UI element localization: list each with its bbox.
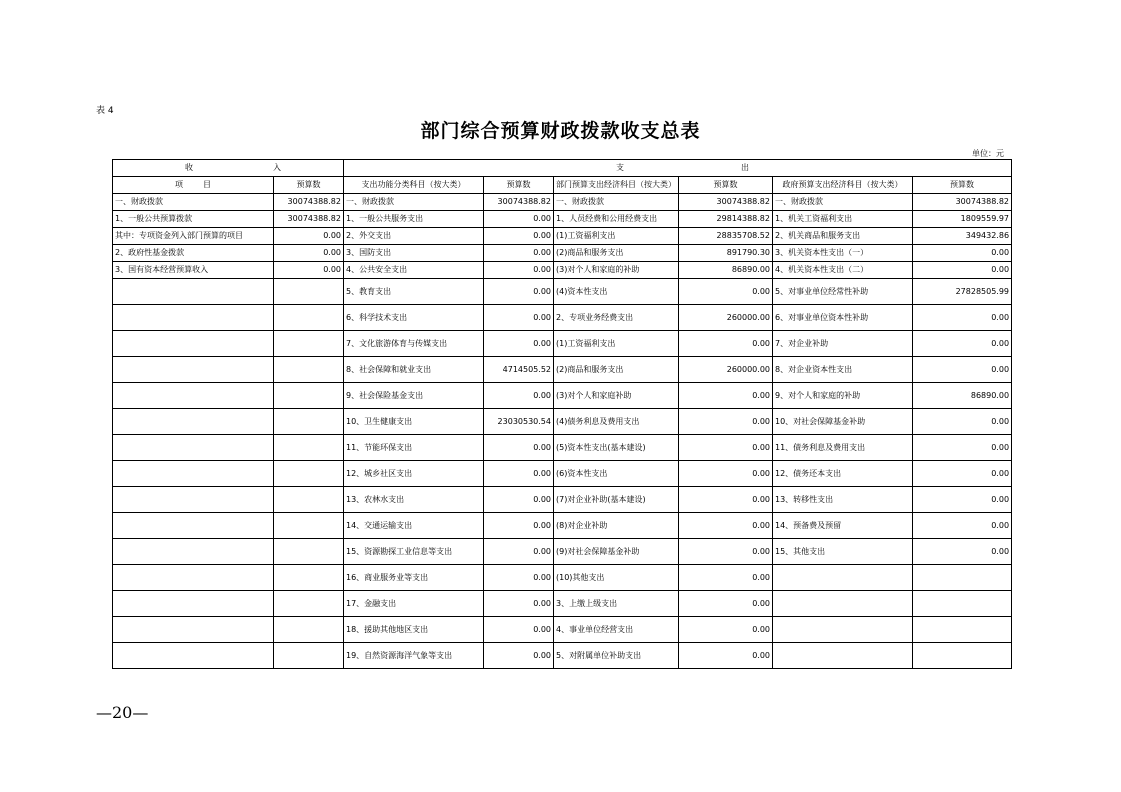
- func-amount-cell: 0.00: [484, 617, 554, 643]
- func-amount-cell: 0.00: [484, 435, 554, 461]
- dept-econ-item-cell: 一、财政拨款: [554, 194, 679, 211]
- header-row-columns: [113, 177, 1012, 194]
- gov-econ-item-cell: 3、机关资本性支出（一）: [773, 245, 913, 262]
- dept-econ-item-cell: 3、上缴上级支出: [554, 591, 679, 617]
- income-item-cell: [113, 617, 274, 643]
- income-item-cell: [113, 461, 274, 487]
- dept-econ-item-cell: (1)工资福利支出: [554, 331, 679, 357]
- income-item-cell: [113, 305, 274, 331]
- gov-econ-amount-cell: 0.00: [913, 513, 1012, 539]
- gov-econ-amount-cell: 0.00: [913, 539, 1012, 565]
- budget-table: [112, 159, 1012, 669]
- income-amount-cell: 0.00: [274, 262, 344, 279]
- income-amount-cell: [274, 357, 344, 383]
- dept-econ-amount-cell: 0.00: [679, 591, 773, 617]
- dept-econ-item-cell: 2、专项业务经费支出: [554, 305, 679, 331]
- dept-econ-amount-cell: 0.00: [679, 409, 773, 435]
- gov-econ-item-cell: 一、财政拨款: [773, 194, 913, 211]
- income-amount-cell: [274, 279, 344, 305]
- gov-econ-item-cell: [773, 591, 913, 617]
- income-item-cell: [113, 513, 274, 539]
- income-amount-cell: [274, 383, 344, 409]
- gov-econ-amount-cell: 349432.86: [913, 228, 1012, 245]
- gov-econ-amount-cell: [913, 591, 1012, 617]
- table-row: [113, 461, 1012, 487]
- func-class-header: 支出功能分类科目（按大类）: [344, 177, 484, 194]
- dept-econ-amount-cell: 0.00: [679, 513, 773, 539]
- func-item-cell: 18、援助其他地区支出: [344, 617, 484, 643]
- table-row: [113, 565, 1012, 591]
- gov-econ-amount-cell: 0.00: [913, 245, 1012, 262]
- income-item-cell: 3、国有资本经营预算收入: [113, 262, 274, 279]
- income-amount-cell: [274, 435, 344, 461]
- table-row: [113, 305, 1012, 331]
- dept-econ-item-cell: 4、事业单位经营支出: [554, 617, 679, 643]
- dept-econ-item-cell: (4)债务利息及费用支出: [554, 409, 679, 435]
- dept-econ-amount-cell: 0.00: [679, 643, 773, 669]
- dept-econ-amount-cell: 0.00: [679, 617, 773, 643]
- dept-econ-amount-cell: 0.00: [679, 461, 773, 487]
- income-item-cell: [113, 565, 274, 591]
- expense-header: 支 出: [344, 160, 1012, 177]
- gov-econ-amount-cell: 86890.00: [913, 383, 1012, 409]
- func-item-cell: 4、公共安全支出: [344, 262, 484, 279]
- gov-econ-item-cell: [773, 617, 913, 643]
- func-item-cell: 1、一般公共服务支出: [344, 211, 484, 228]
- dept-econ-amount-cell: 260000.00: [679, 357, 773, 383]
- income-item-cell: [113, 643, 274, 669]
- income-amount-cell: [274, 331, 344, 357]
- page-number: —20—: [96, 703, 149, 722]
- unit-label: 单位：元: [972, 149, 1004, 158]
- gov-econ-item-cell: 15、其他支出: [773, 539, 913, 565]
- income-item-cell: [113, 279, 274, 305]
- dept-econ-item-cell: (3)对个人和家庭补助: [554, 383, 679, 409]
- gov-econ-amount-cell: 0.00: [913, 487, 1012, 513]
- dept-econ-item-cell: (4)资本性支出: [554, 279, 679, 305]
- income-header: 收 入: [113, 160, 344, 177]
- gov-econ-amount-cell: 0.00: [913, 331, 1012, 357]
- gov-econ-item-cell: 10、对社会保障基金补助: [773, 409, 913, 435]
- income-amount-cell: [274, 565, 344, 591]
- func-item-cell: 6、科学技术支出: [344, 305, 484, 331]
- income-amount-cell: [274, 305, 344, 331]
- dept-econ-amount-cell: 86890.00: [679, 262, 773, 279]
- dept-econ-amount-cell: 0.00: [679, 565, 773, 591]
- func-amount-cell: 0.00: [484, 305, 554, 331]
- gov-econ-amount-cell: [913, 565, 1012, 591]
- gov-econ-amount-cell: 1809559.97: [913, 211, 1012, 228]
- income-amount-cell: [274, 409, 344, 435]
- func-item-cell: 8、社会保障和就业支出: [344, 357, 484, 383]
- gov-econ-amount-cell: 0.00: [913, 357, 1012, 383]
- dept-econ-item-cell: (1)工资福利支出: [554, 228, 679, 245]
- func-item-cell: 5、教育支出: [344, 279, 484, 305]
- func-amount-cell: 23030530.54: [484, 409, 554, 435]
- gov-econ-item-cell: 14、预备费及预留: [773, 513, 913, 539]
- gov-econ-item-cell: 9、对个人和家庭的补助: [773, 383, 913, 409]
- income-amount-cell: [274, 591, 344, 617]
- income-amount-cell: [274, 617, 344, 643]
- dept-econ-item-cell: 5、对附属单位补助支出: [554, 643, 679, 669]
- income-amount-cell: [274, 513, 344, 539]
- gov-econ-item-cell: 5、对事业单位经常性补助: [773, 279, 913, 305]
- func-item-cell: 19、自然资源海洋气象等支出: [344, 643, 484, 669]
- dept-econ-amount-cell: 30074388.82: [679, 194, 773, 211]
- gov-econ-item-cell: 2、机关商品和服务支出: [773, 228, 913, 245]
- func-amount-cell: 4714505.52: [484, 357, 554, 383]
- table-row: [113, 357, 1012, 383]
- dept-econ-item-cell: (9)对社会保障基金补助: [554, 539, 679, 565]
- table-row: [113, 245, 1012, 262]
- income-amount-cell: [274, 539, 344, 565]
- gov-econ-amount-cell: 30074388.82: [913, 194, 1012, 211]
- gov-econ-amount-cell: 0.00: [913, 262, 1012, 279]
- income-amount-cell: 0.00: [274, 245, 344, 262]
- table-row: [113, 591, 1012, 617]
- gov-econ-item-cell: [773, 643, 913, 669]
- dept-econ-amount-cell: 891790.30: [679, 245, 773, 262]
- dept-econ-amount-cell: 0.00: [679, 331, 773, 357]
- func-item-cell: 3、国防支出: [344, 245, 484, 262]
- budget-header: 预算数: [484, 177, 554, 194]
- income-item-cell: [113, 331, 274, 357]
- table-row: [113, 228, 1012, 245]
- table-row: [113, 643, 1012, 669]
- item-header: 项 目: [113, 177, 274, 194]
- table-row: [113, 409, 1012, 435]
- income-item-cell: 1、一般公共预算拨款: [113, 211, 274, 228]
- income-amount-cell: [274, 487, 344, 513]
- dept-econ-item-cell: (2)商品和服务支出: [554, 357, 679, 383]
- gov-econ-amount-cell: 27828505.99: [913, 279, 1012, 305]
- gov-econ-item-cell: 7、对企业补助: [773, 331, 913, 357]
- table-row: [113, 262, 1012, 279]
- income-item-cell: 一、财政拨款: [113, 194, 274, 211]
- func-item-cell: 2、外交支出: [344, 228, 484, 245]
- gov-econ-item-cell: 12、债务还本支出: [773, 461, 913, 487]
- func-amount-cell: 0.00: [484, 461, 554, 487]
- dept-econ-amount-cell: 0.00: [679, 539, 773, 565]
- table-row: [113, 617, 1012, 643]
- income-item-cell: [113, 487, 274, 513]
- dept-econ-amount-cell: 0.00: [679, 435, 773, 461]
- income-amount-cell: [274, 643, 344, 669]
- dept-econ-class-header: 部门预算支出经济科目（按大类）: [554, 177, 679, 194]
- func-amount-cell: 0.00: [484, 228, 554, 245]
- gov-econ-amount-cell: 0.00: [913, 409, 1012, 435]
- table-row: [113, 539, 1012, 565]
- dept-econ-item-cell: (10)其他支出: [554, 565, 679, 591]
- header-row-top: [113, 160, 1012, 177]
- func-amount-cell: 0.00: [484, 383, 554, 409]
- table-row: [113, 279, 1012, 305]
- func-amount-cell: 0.00: [484, 487, 554, 513]
- gov-econ-amount-cell: [913, 617, 1012, 643]
- gov-econ-amount-cell: 0.00: [913, 305, 1012, 331]
- dept-econ-item-cell: (5)资本性支出(基本建设): [554, 435, 679, 461]
- func-item-cell: 12、城乡社区支出: [344, 461, 484, 487]
- table-row: [113, 194, 1012, 211]
- income-item-cell: [113, 539, 274, 565]
- gov-econ-item-cell: 4、机关资本性支出（二）: [773, 262, 913, 279]
- income-item-cell: [113, 357, 274, 383]
- gov-econ-item-cell: [773, 565, 913, 591]
- gov-econ-class-header: 政府预算支出经济科目（按大类）: [773, 177, 913, 194]
- dept-econ-item-cell: (8)对企业补助: [554, 513, 679, 539]
- gov-econ-item-cell: 8、对企业资本性支出: [773, 357, 913, 383]
- table-row: [113, 487, 1012, 513]
- func-amount-cell: 0.00: [484, 513, 554, 539]
- document-title: 部门综合预算财政拨款收支总表: [420, 120, 701, 142]
- dept-econ-amount-cell: 29814388.82: [679, 211, 773, 228]
- func-item-cell: 7、文化旅游体育与传媒支出: [344, 331, 484, 357]
- dept-econ-item-cell: (3)对个人和家庭的补助: [554, 262, 679, 279]
- dept-econ-item-cell: (2)商品和服务支出: [554, 245, 679, 262]
- dept-econ-item-cell: (7)对企业补助(基本建设): [554, 487, 679, 513]
- gov-econ-amount-cell: [913, 643, 1012, 669]
- budget-header: 预算数: [913, 177, 1012, 194]
- income-amount-cell: 30074388.82: [274, 194, 344, 211]
- func-item-cell: 11、节能环保支出: [344, 435, 484, 461]
- func-amount-cell: 0.00: [484, 245, 554, 262]
- func-amount-cell: 0.00: [484, 643, 554, 669]
- gov-econ-item-cell: 1、机关工资福利支出: [773, 211, 913, 228]
- func-amount-cell: 0.00: [484, 331, 554, 357]
- table-row: [113, 383, 1012, 409]
- func-amount-cell: 0.00: [484, 539, 554, 565]
- func-item-cell: 10、卫生健康支出: [344, 409, 484, 435]
- budget-header: 预算数: [679, 177, 773, 194]
- func-amount-cell: 0.00: [484, 279, 554, 305]
- func-item-cell: 14、交通运输支出: [344, 513, 484, 539]
- income-item-cell: 2、政府性基金拨款: [113, 245, 274, 262]
- gov-econ-amount-cell: 0.00: [913, 435, 1012, 461]
- gov-econ-amount-cell: 0.00: [913, 461, 1012, 487]
- dept-econ-item-cell: (6)资本性支出: [554, 461, 679, 487]
- func-item-cell: 一、财政拨款: [344, 194, 484, 211]
- dept-econ-amount-cell: 0.00: [679, 279, 773, 305]
- dept-econ-amount-cell: 0.00: [679, 383, 773, 409]
- table-label: 表 4: [96, 106, 114, 116]
- table-row: [113, 513, 1012, 539]
- dept-econ-amount-cell: 260000.00: [679, 305, 773, 331]
- dept-econ-amount-cell: 0.00: [679, 487, 773, 513]
- func-amount-cell: 0.00: [484, 262, 554, 279]
- func-amount-cell: 0.00: [484, 591, 554, 617]
- func-item-cell: 13、农林水支出: [344, 487, 484, 513]
- func-amount-cell: 0.00: [484, 211, 554, 228]
- income-item-cell: [113, 591, 274, 617]
- gov-econ-item-cell: 11、债务利息及费用支出: [773, 435, 913, 461]
- income-item-cell: [113, 409, 274, 435]
- func-item-cell: 16、商业服务业等支出: [344, 565, 484, 591]
- income-item-cell: [113, 435, 274, 461]
- func-item-cell: 15、资源勘探工业信息等支出: [344, 539, 484, 565]
- income-item-cell: [113, 383, 274, 409]
- table-row: [113, 331, 1012, 357]
- func-amount-cell: 0.00: [484, 565, 554, 591]
- func-item-cell: 17、金融支出: [344, 591, 484, 617]
- func-item-cell: 9、社会保险基金支出: [344, 383, 484, 409]
- dept-econ-amount-cell: 28835708.52: [679, 228, 773, 245]
- dept-econ-item-cell: 1、人员经费和公用经费支出: [554, 211, 679, 228]
- func-amount-cell: 30074388.82: [484, 194, 554, 211]
- budget-header: 预算数: [274, 177, 344, 194]
- gov-econ-item-cell: 13、转移性支出: [773, 487, 913, 513]
- gov-econ-item-cell: 6、对事业单位资本性补助: [773, 305, 913, 331]
- table-row: [113, 435, 1012, 461]
- income-amount-cell: 30074388.82: [274, 211, 344, 228]
- income-amount-cell: 0.00: [274, 228, 344, 245]
- income-amount-cell: [274, 461, 344, 487]
- table-row: [113, 211, 1012, 228]
- income-item-cell: 其中：专项资金列入部门预算的项目: [113, 228, 274, 245]
